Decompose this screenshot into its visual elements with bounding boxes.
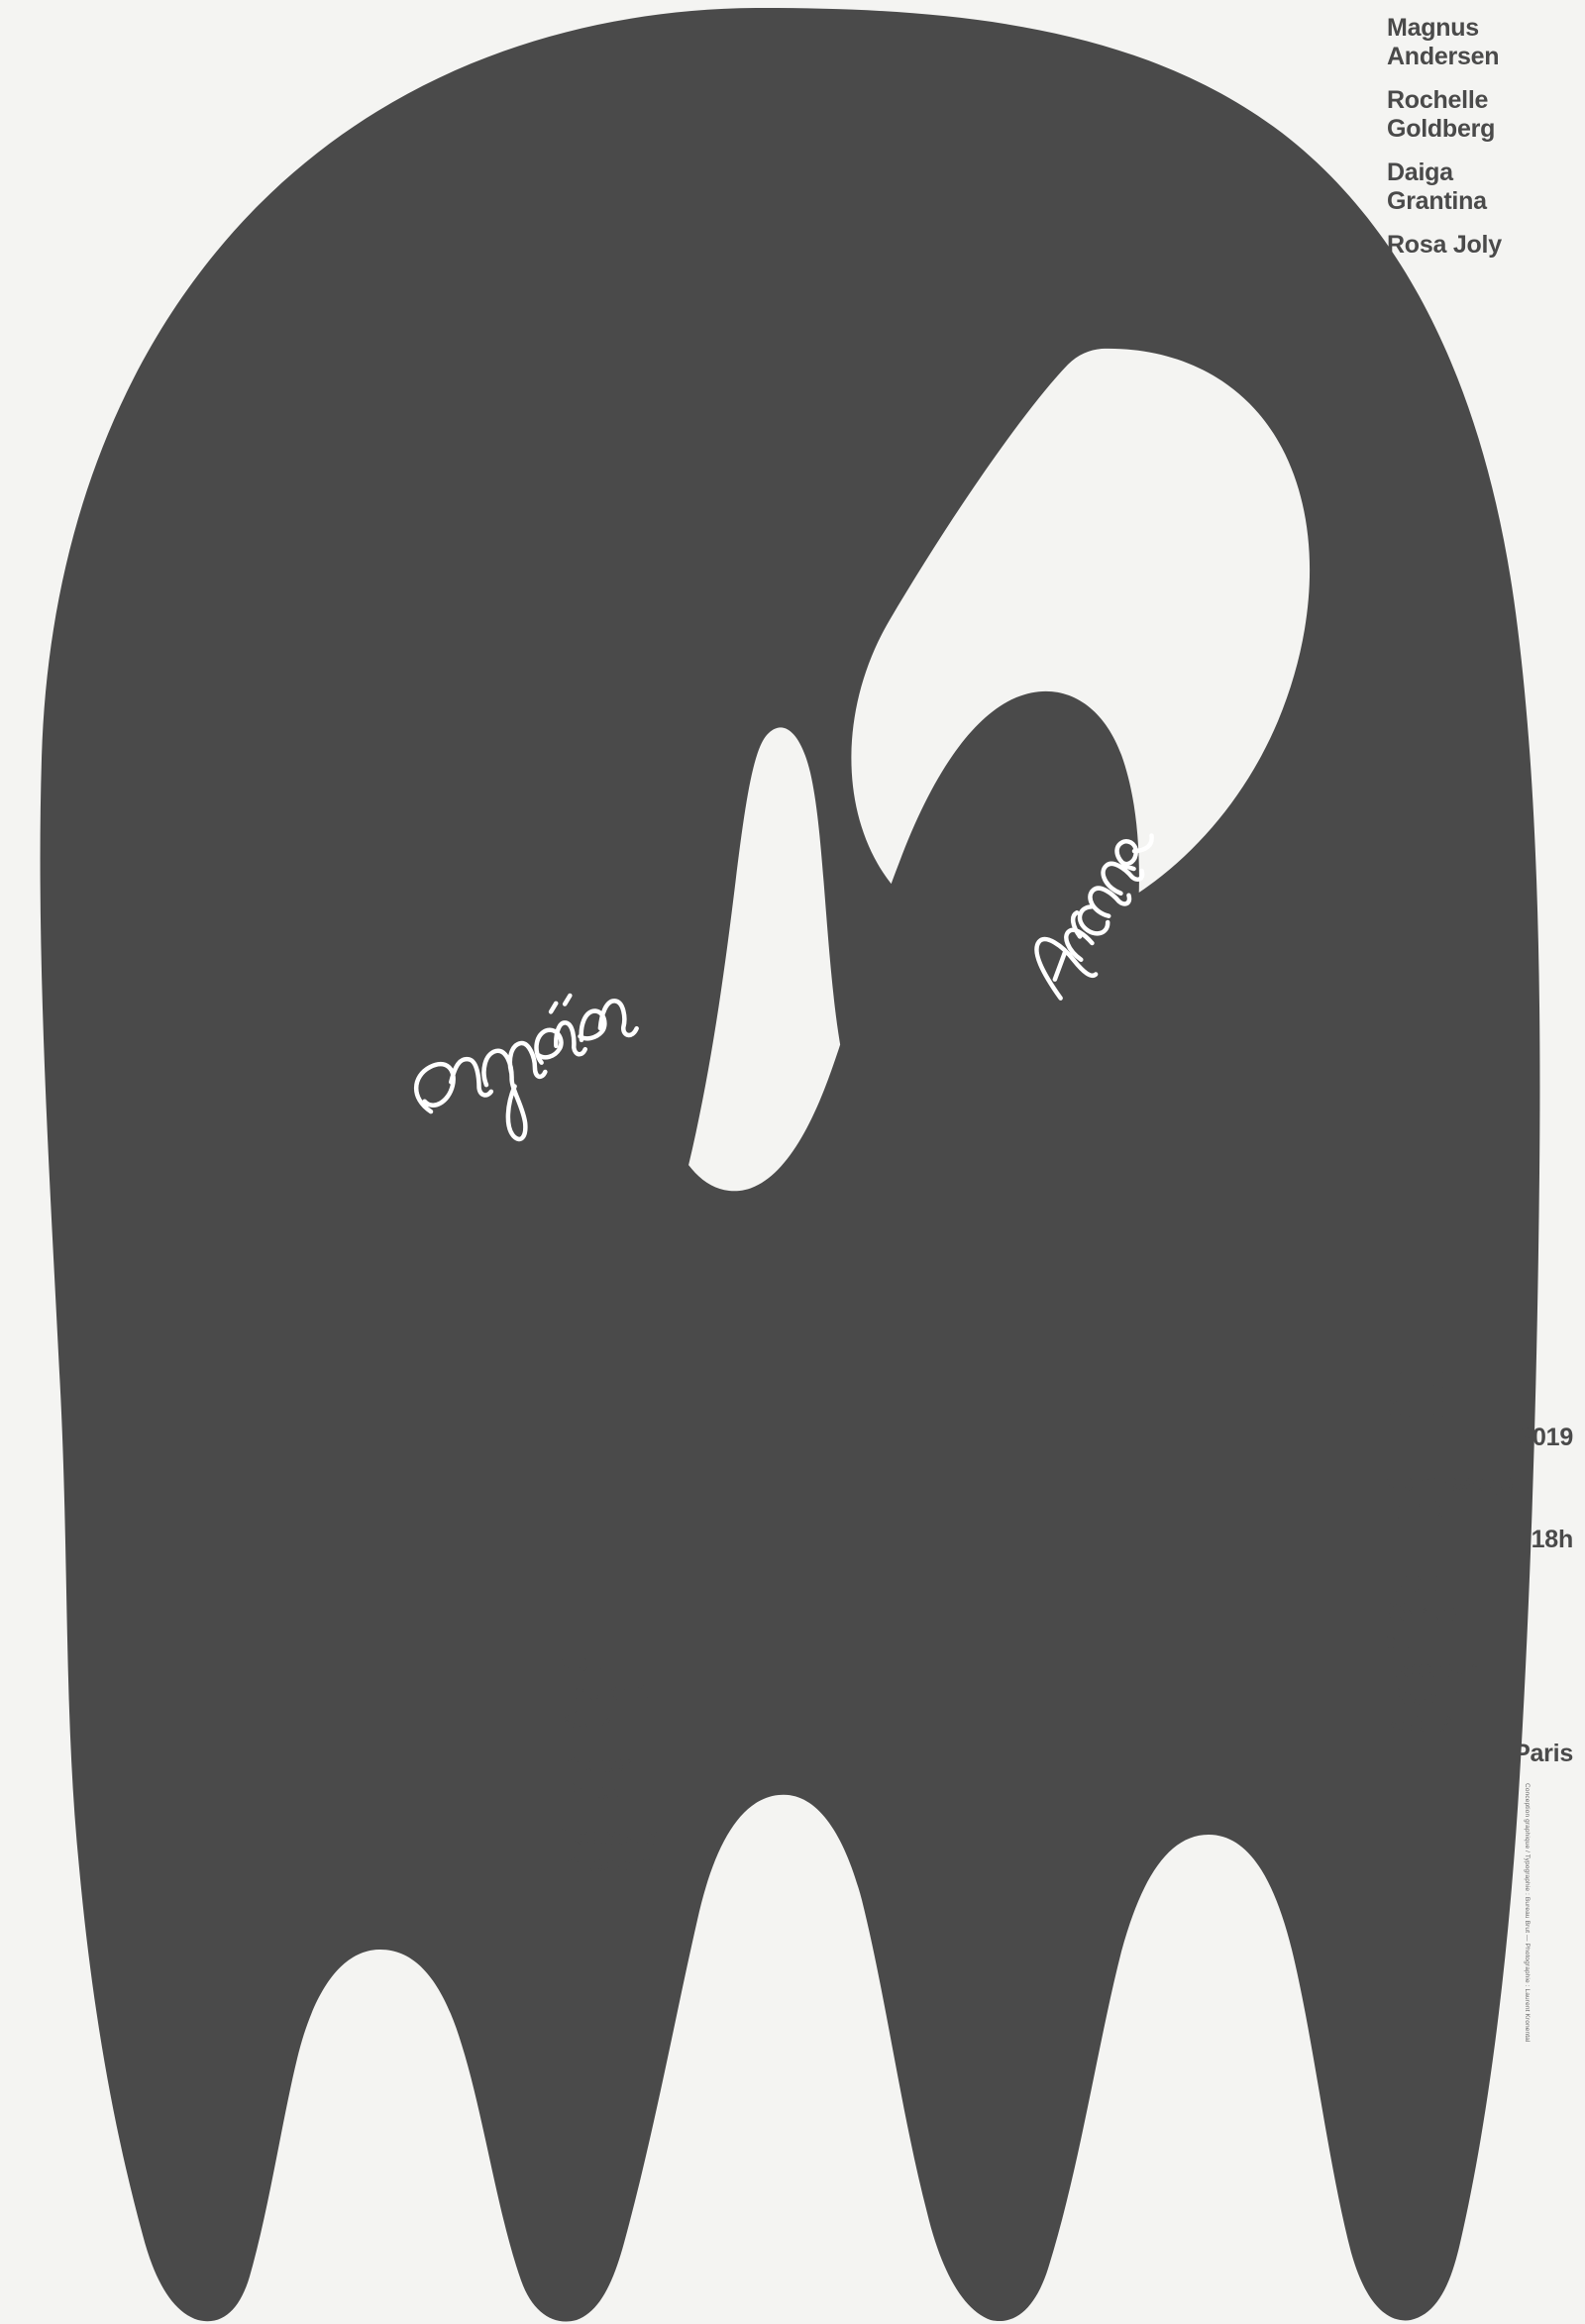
city: Paris [1514,1740,1573,1767]
artist-name-line: Price [560,1778,619,1806]
address-line: Potain [1385,1683,1459,1711]
artist-entry [560,1750,768,1807]
artist-name-line: Rosa Joly [1387,231,1502,259]
artists-list-top [1387,14,1565,260]
artist-entry [560,1823,768,1879]
postcode: 75019 [1385,1711,1453,1740]
vernissage-date: 11.10. [1385,1497,1451,1525]
artists-list-middle [560,1649,768,1879]
vernissage-info [1385,1469,1573,1554]
artist-name-line: Goldberg [1387,114,1496,143]
artist-name-line: Andersen [1387,42,1500,70]
artist-entry [1387,158,1565,215]
artist-name-line: Veit [560,1649,603,1677]
artist-entry [560,1649,768,1735]
dates-to: 20.10. [1385,1395,1453,1424]
dates-from: 12.10.– [1385,1367,1466,1395]
year: 2019 [1519,1424,1573,1451]
artist-name-line: Daiga [1387,158,1453,186]
artist-entry [1387,86,1565,143]
artist-name-line: Walter [560,1749,633,1778]
venue-address [1385,1570,1573,1768]
artist-name-line: Kurz [560,1706,614,1734]
artist-name-line: Sebastian [560,1822,675,1850]
address-line: du [1385,1627,1416,1654]
vernissage-time: 18h [1531,1525,1573,1553]
vernissage-label: Vernissage [1385,1468,1514,1497]
artist-name-line: Magnus [1387,14,1479,42]
venue-name: DOC [1385,1570,1439,1598]
address-line: 26 rue [1385,1598,1457,1627]
design-credit: Conception graphique / Typographie : Bureau Brut — Photographie : Laurent Kronental [1524,1783,1531,2043]
artist-name-line: Laurent [560,1677,649,1706]
artist-name-line: Wiegand [560,1850,662,1878]
address-line: Docteur [1385,1654,1477,1683]
exhibition-dates [1385,1367,1573,1452]
artist-entry [1387,231,1565,260]
event-info [1385,1367,1573,1768]
artist-name-line: Grantina [1387,186,1487,215]
artist-name-line: Rochelle [1387,86,1489,114]
artist-entry [1387,14,1565,70]
